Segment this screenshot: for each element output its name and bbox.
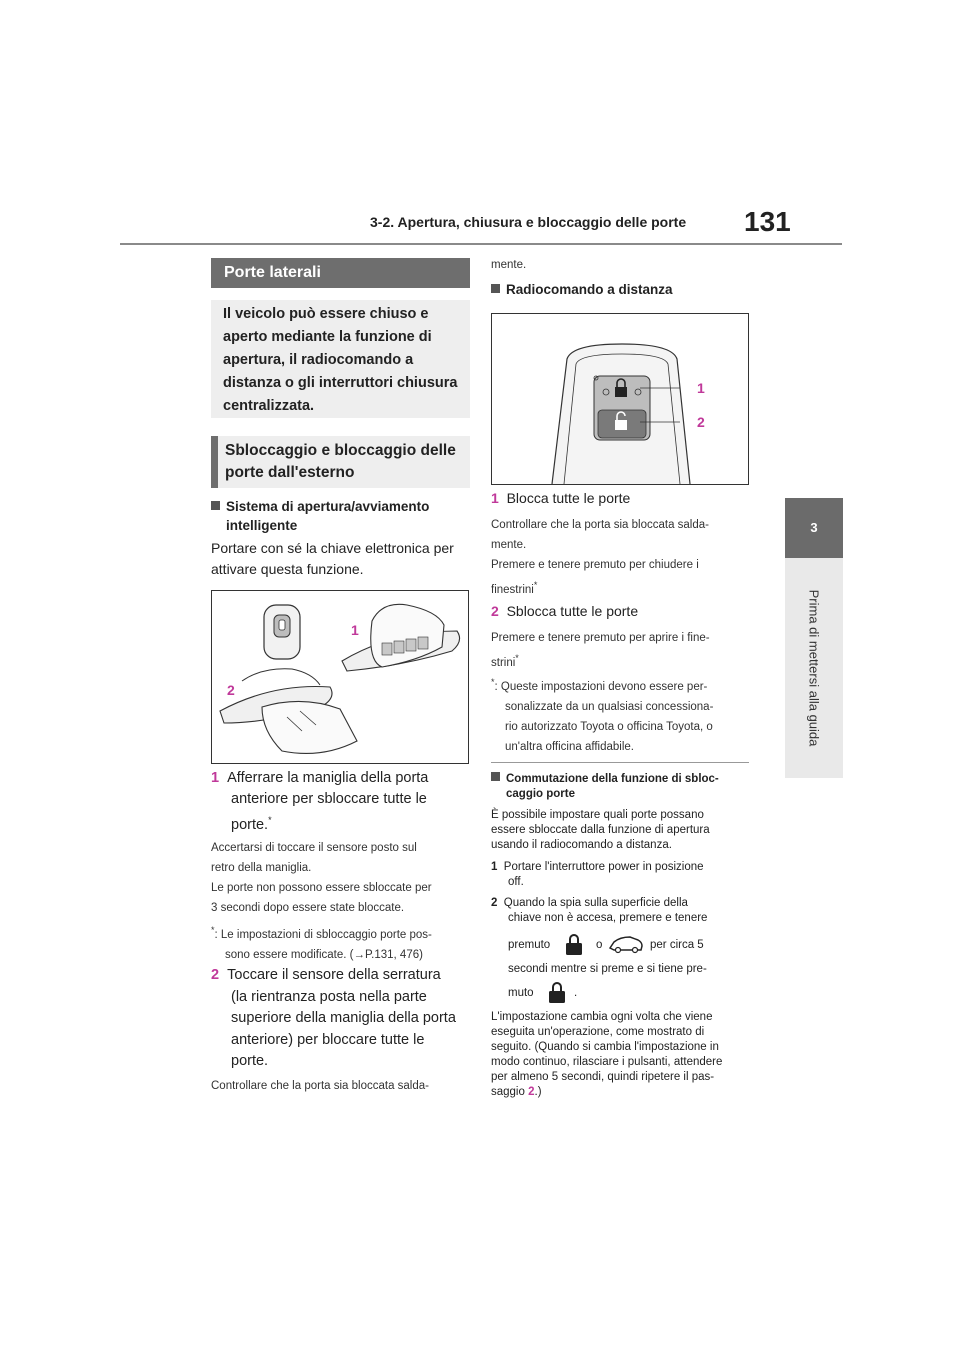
switch-step-2-line4: secondi mentre si preme e si tiene pre- xyxy=(508,963,707,975)
footnote-1: *: Le impostazioni di sbloccaggio porte pos- sono essere modificate. (→P.131, 476) xyxy=(211,925,432,961)
remote-heading: Radiocomando a distanza xyxy=(491,280,753,299)
step-1: 1 Afferrare la maniglia della porta anteriore per sbloccare tutte le porte.* xyxy=(211,770,429,833)
lock-icon xyxy=(563,932,585,956)
page-number: 131 xyxy=(744,206,791,237)
figure-callout-1: 1 xyxy=(351,622,359,638)
step-2: 2 Toccare il sensore della serratura (la rientranza posta nella parte superiore della maniglia della porta anteriore) per bloccare tutte le porte. xyxy=(211,967,456,1069)
footnote-remote: *: Queste impostazioni devono essere per- sonalizzate da un qualsiasi concessiona- rio autorizzato Toyota o officina Toyota, o un'altra officina affidabile. xyxy=(491,677,714,753)
smart-entry-figure xyxy=(211,590,469,764)
switch-step-1: 1 Portare l'interruttore power in posizione off. xyxy=(491,861,704,888)
smart-entry-intro: Portare con sé la chiave elettronica per attivare questa funzione. xyxy=(211,540,454,577)
figure-callout-2: 2 xyxy=(227,682,235,698)
square-bullet-icon xyxy=(491,284,500,293)
section-heading: Porte laterali xyxy=(211,258,470,288)
switch-step-2: 2 Quando la spia sulla superficie della chiave non è accesa, premere e tenere xyxy=(491,897,708,924)
switch-intro: È possibile impostare quali porte possano essere sbloccate dalla funzione di apertura usando il radiocomando a distanza. xyxy=(491,809,710,851)
switch-step-2-icons-line: premuto o per circa 5 xyxy=(508,932,753,958)
remote-item-2-notes: Premere e tenere premuto per aprire i fine- strini* xyxy=(491,632,710,669)
chapter-tab-title: Prima di mettersi alla guida xyxy=(806,589,822,747)
subheading-text: Sbloccaggio e bloccaggio delle porte dall'esterno xyxy=(225,442,456,481)
remote-key-figure xyxy=(491,313,749,485)
switch-step-2-muto-line: muto . xyxy=(508,978,753,1004)
door-handle-illustration xyxy=(212,591,468,763)
smart-entry-heading: Sistema di apertura/avviamento intelligente xyxy=(211,497,471,535)
header-rule xyxy=(120,243,842,245)
step-1-notes: Accertarsi di toccare il sensore posto sul retro della maniglia. Le porte non possono essere sbloccate per 3 secondi dopo essere state bloccate. xyxy=(211,842,432,914)
lock-icon xyxy=(546,980,568,1004)
running-header-title: 3-2. Apertura, chiusura e bloccaggio delle porte xyxy=(370,214,687,230)
section-divider xyxy=(491,762,749,763)
continued-text: mente. xyxy=(491,259,527,271)
step-2-note: Controllare che la porta sia bloccata salda- xyxy=(211,1080,429,1092)
figure-callout-2: 2 xyxy=(697,414,705,430)
chapter-tab-number: 3 xyxy=(785,498,843,558)
square-bullet-icon xyxy=(491,772,500,781)
switch-final-paragraph: L'impostazione cambia ogni volta che viene eseguita un'operazione, come mostrato di seguito. (Quando si cambia l'impostazione in modo continuo, rilasciare i pulsanti, attendere per almeno 5 secondi, quindi ripetere il pas- saggio 2.) xyxy=(491,1011,723,1098)
remote-item-1-notes: Controllare che la porta sia bloccata salda- mente. Premere e tenere premuto per chiudere i finestrini* xyxy=(491,519,709,596)
car-icon xyxy=(608,934,644,954)
square-bullet-icon xyxy=(211,501,220,510)
switch-heading: Commutazione della funzione di sbloc- caggio porte xyxy=(491,772,753,802)
key-fob-illustration xyxy=(492,314,748,484)
remote-item-2: 2 Sblocca tutte le porte xyxy=(491,603,639,619)
intro-box: Il veicolo può essere chiuso e aperto mediante la funzione di apertura, il radiocomando a distanza o gli interruttori chiusura centralizzata. xyxy=(211,300,470,418)
subheading-accent xyxy=(211,436,218,488)
remote-item-1: 1 Blocca tutte le porte xyxy=(491,490,631,506)
figure-callout-1: 1 xyxy=(697,380,705,396)
